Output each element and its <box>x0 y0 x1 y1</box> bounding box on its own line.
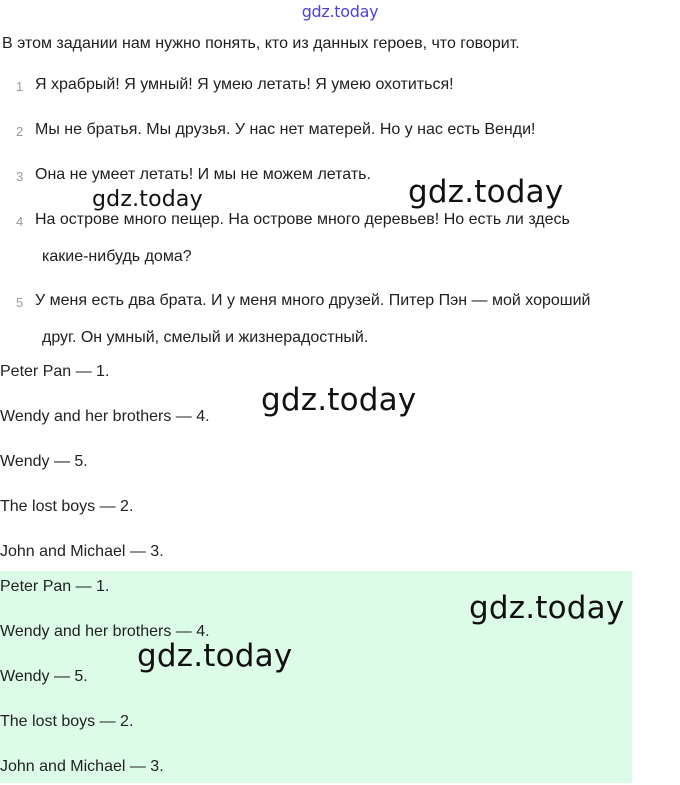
watermark: gdz.today <box>469 590 625 626</box>
list-text-continued: друг. Он умный, смелый и жизнерадостный. <box>42 329 369 346</box>
list-number: 1 <box>16 79 24 94</box>
header-watermark: gdz.today <box>301 2 379 21</box>
list-text: У меня есть два брата. И у меня много друзей. Питер Пэн — мой хороший <box>35 292 591 309</box>
highlighted-answer-line: The lost boys — 2. <box>0 713 134 730</box>
highlighted-answer-line: Wendy and her brothers — 4. <box>0 623 210 640</box>
list-text-continued: какие-нибудь дома? <box>42 248 192 265</box>
answer-line: Peter Pan — 1. <box>0 363 110 380</box>
answer-line: Wendy and her brothers — 4. <box>0 408 210 425</box>
watermark: gdz.today <box>92 187 203 212</box>
list-number: 2 <box>16 124 24 139</box>
list-text: Она не умеет летать! И мы не можем летать. <box>35 166 371 183</box>
answer-line: Wendy — 5. <box>0 453 88 470</box>
highlighted-answer-line: John and Michael — 3. <box>0 758 164 775</box>
list-text: На острове много пещер. На острове много деревьев! Но есть ли здесь <box>35 211 570 228</box>
watermark: gdz.today <box>408 174 564 210</box>
list-text: Мы не братья. Мы друзья. У нас нет матерей. Но у нас есть Венди! <box>35 121 536 138</box>
highlighted-answer-line: Peter Pan — 1. <box>0 578 110 595</box>
highlighted-answer-line: Wendy — 5. <box>0 668 88 685</box>
list-text: Я храбрый! Я умный! Я умею летать! Я умею охотиться! <box>35 76 454 93</box>
answer-line: The lost boys — 2. <box>0 498 134 515</box>
list-number: 4 <box>16 214 24 229</box>
answer-line: John and Michael — 3. <box>0 543 164 560</box>
list-number: 3 <box>16 169 24 184</box>
watermark: gdz.today <box>137 638 293 674</box>
list-number: 5 <box>16 295 24 310</box>
watermark: gdz.today <box>261 382 417 418</box>
task-intro: В этом задании нам нужно понять, кто из данных героев, что говорит. <box>2 35 520 52</box>
